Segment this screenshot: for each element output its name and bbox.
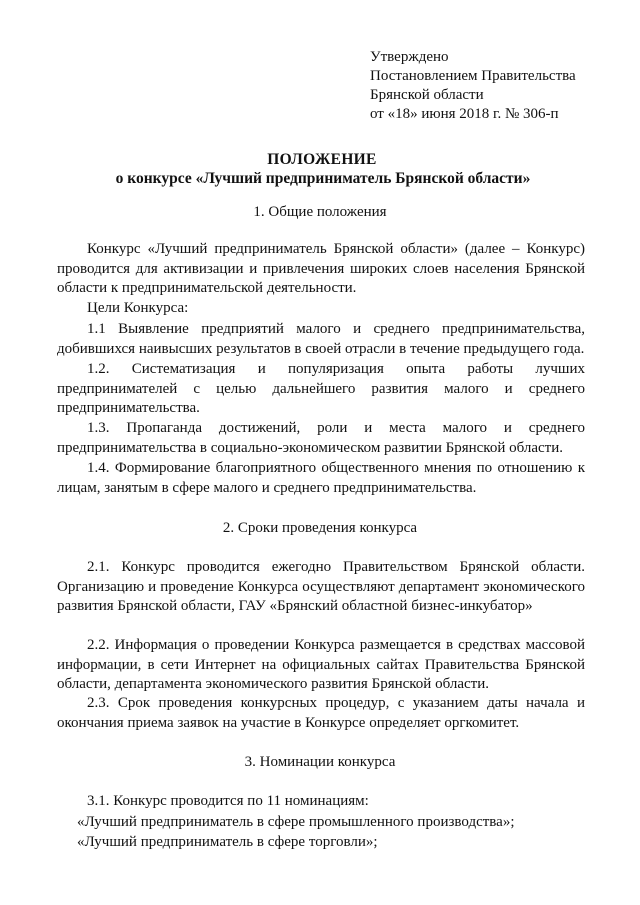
approval-line-approved: Утверждено — [370, 49, 449, 65]
approval-line-region: Брянской области — [370, 87, 484, 103]
paragraph-text: 1.4. Формирование благоприятного общественного мнения по отношению к лицам, занятым в сфере малого и среднего предпринимательства. — [57, 460, 585, 496]
clause-3-1: 3.1. Конкурс проводится по 11 номинациям: — [87, 793, 369, 809]
title-block — [0, 150, 640, 188]
paragraph-text: 2.2. Информация о проведении Конкурса размещается в средствах массовой информации, в сети Интернет на официальных сайтах Правительства Брянской области, департамента экономического развития Брянской области. — [57, 637, 585, 692]
paragraph-text: 1.2. Систематизация и популяризация опыта работы лучших предпринимателей с целью дальнейшего развития малого и среднего предпринимательства. — [57, 361, 585, 416]
goal-1-4 — [57, 459, 585, 498]
section-1-heading: 1. Общие положения — [253, 204, 387, 220]
goals-label: Цели Конкурса: — [87, 300, 189, 316]
approval-line-resolution: Постановлением Правительства — [370, 68, 576, 84]
clause-2-1 — [57, 558, 585, 617]
approval-line-date-number: от «18» июня 2018 г. № 306-п — [370, 106, 559, 122]
clause-2-2 — [57, 636, 585, 695]
approval-stamp — [370, 48, 576, 124]
document-title: ПОЛОЖЕНИЕ — [267, 151, 377, 168]
paragraph-text: Конкурс «Лучший предприниматель Брянской области» (далее – Конкурс) проводится для активизации и привлечения широких слоев населения Брянской области к предпринимательской деятельности. — [57, 241, 585, 296]
goal-1-2 — [57, 360, 585, 419]
section-2-heading: 2. Сроки проведения конкурса — [222, 520, 418, 536]
document-subtitle: о конкурсе «Лучший предприниматель Брянской области» — [115, 170, 531, 187]
paragraph-text: 1.1 Выявление предприятий малого и среднего предпринимательства, добившихся наивысших результатов в своей отрасли в течение предыдущего года. — [57, 321, 585, 357]
paragraph-text: 2.1. Конкурс проводится ежегодно Правительством Брянской области. Организацию и проведение Конкурса осуществляют департамент экономического развития Брянской области, ГАУ «Брянский областной бизнес-инкубатор» — [57, 559, 585, 614]
section-3-heading: 3. Номинации конкурса — [244, 754, 396, 770]
goal-1-1 — [57, 320, 585, 359]
section-1-intro-paragraph — [57, 240, 585, 299]
paragraph-text: 2.3. Срок проведения конкурсных процедур, с указанием даты начала и окончания приема заявок на участие в Конкурсе определяет оргкомитет. — [57, 695, 585, 731]
nomination-item: «Лучший предприниматель в сфере торговли»; — [77, 834, 378, 850]
goal-1-3 — [57, 419, 585, 458]
clause-2-3 — [57, 694, 585, 733]
paragraph-text: 1.3. Пропаганда достижений, роли и места малого и среднего предпринимательства в социально-экономическом развитии Брянской области. — [57, 420, 585, 456]
nomination-item: «Лучший предприниматель в сфере промышленного производства»; — [77, 814, 515, 830]
